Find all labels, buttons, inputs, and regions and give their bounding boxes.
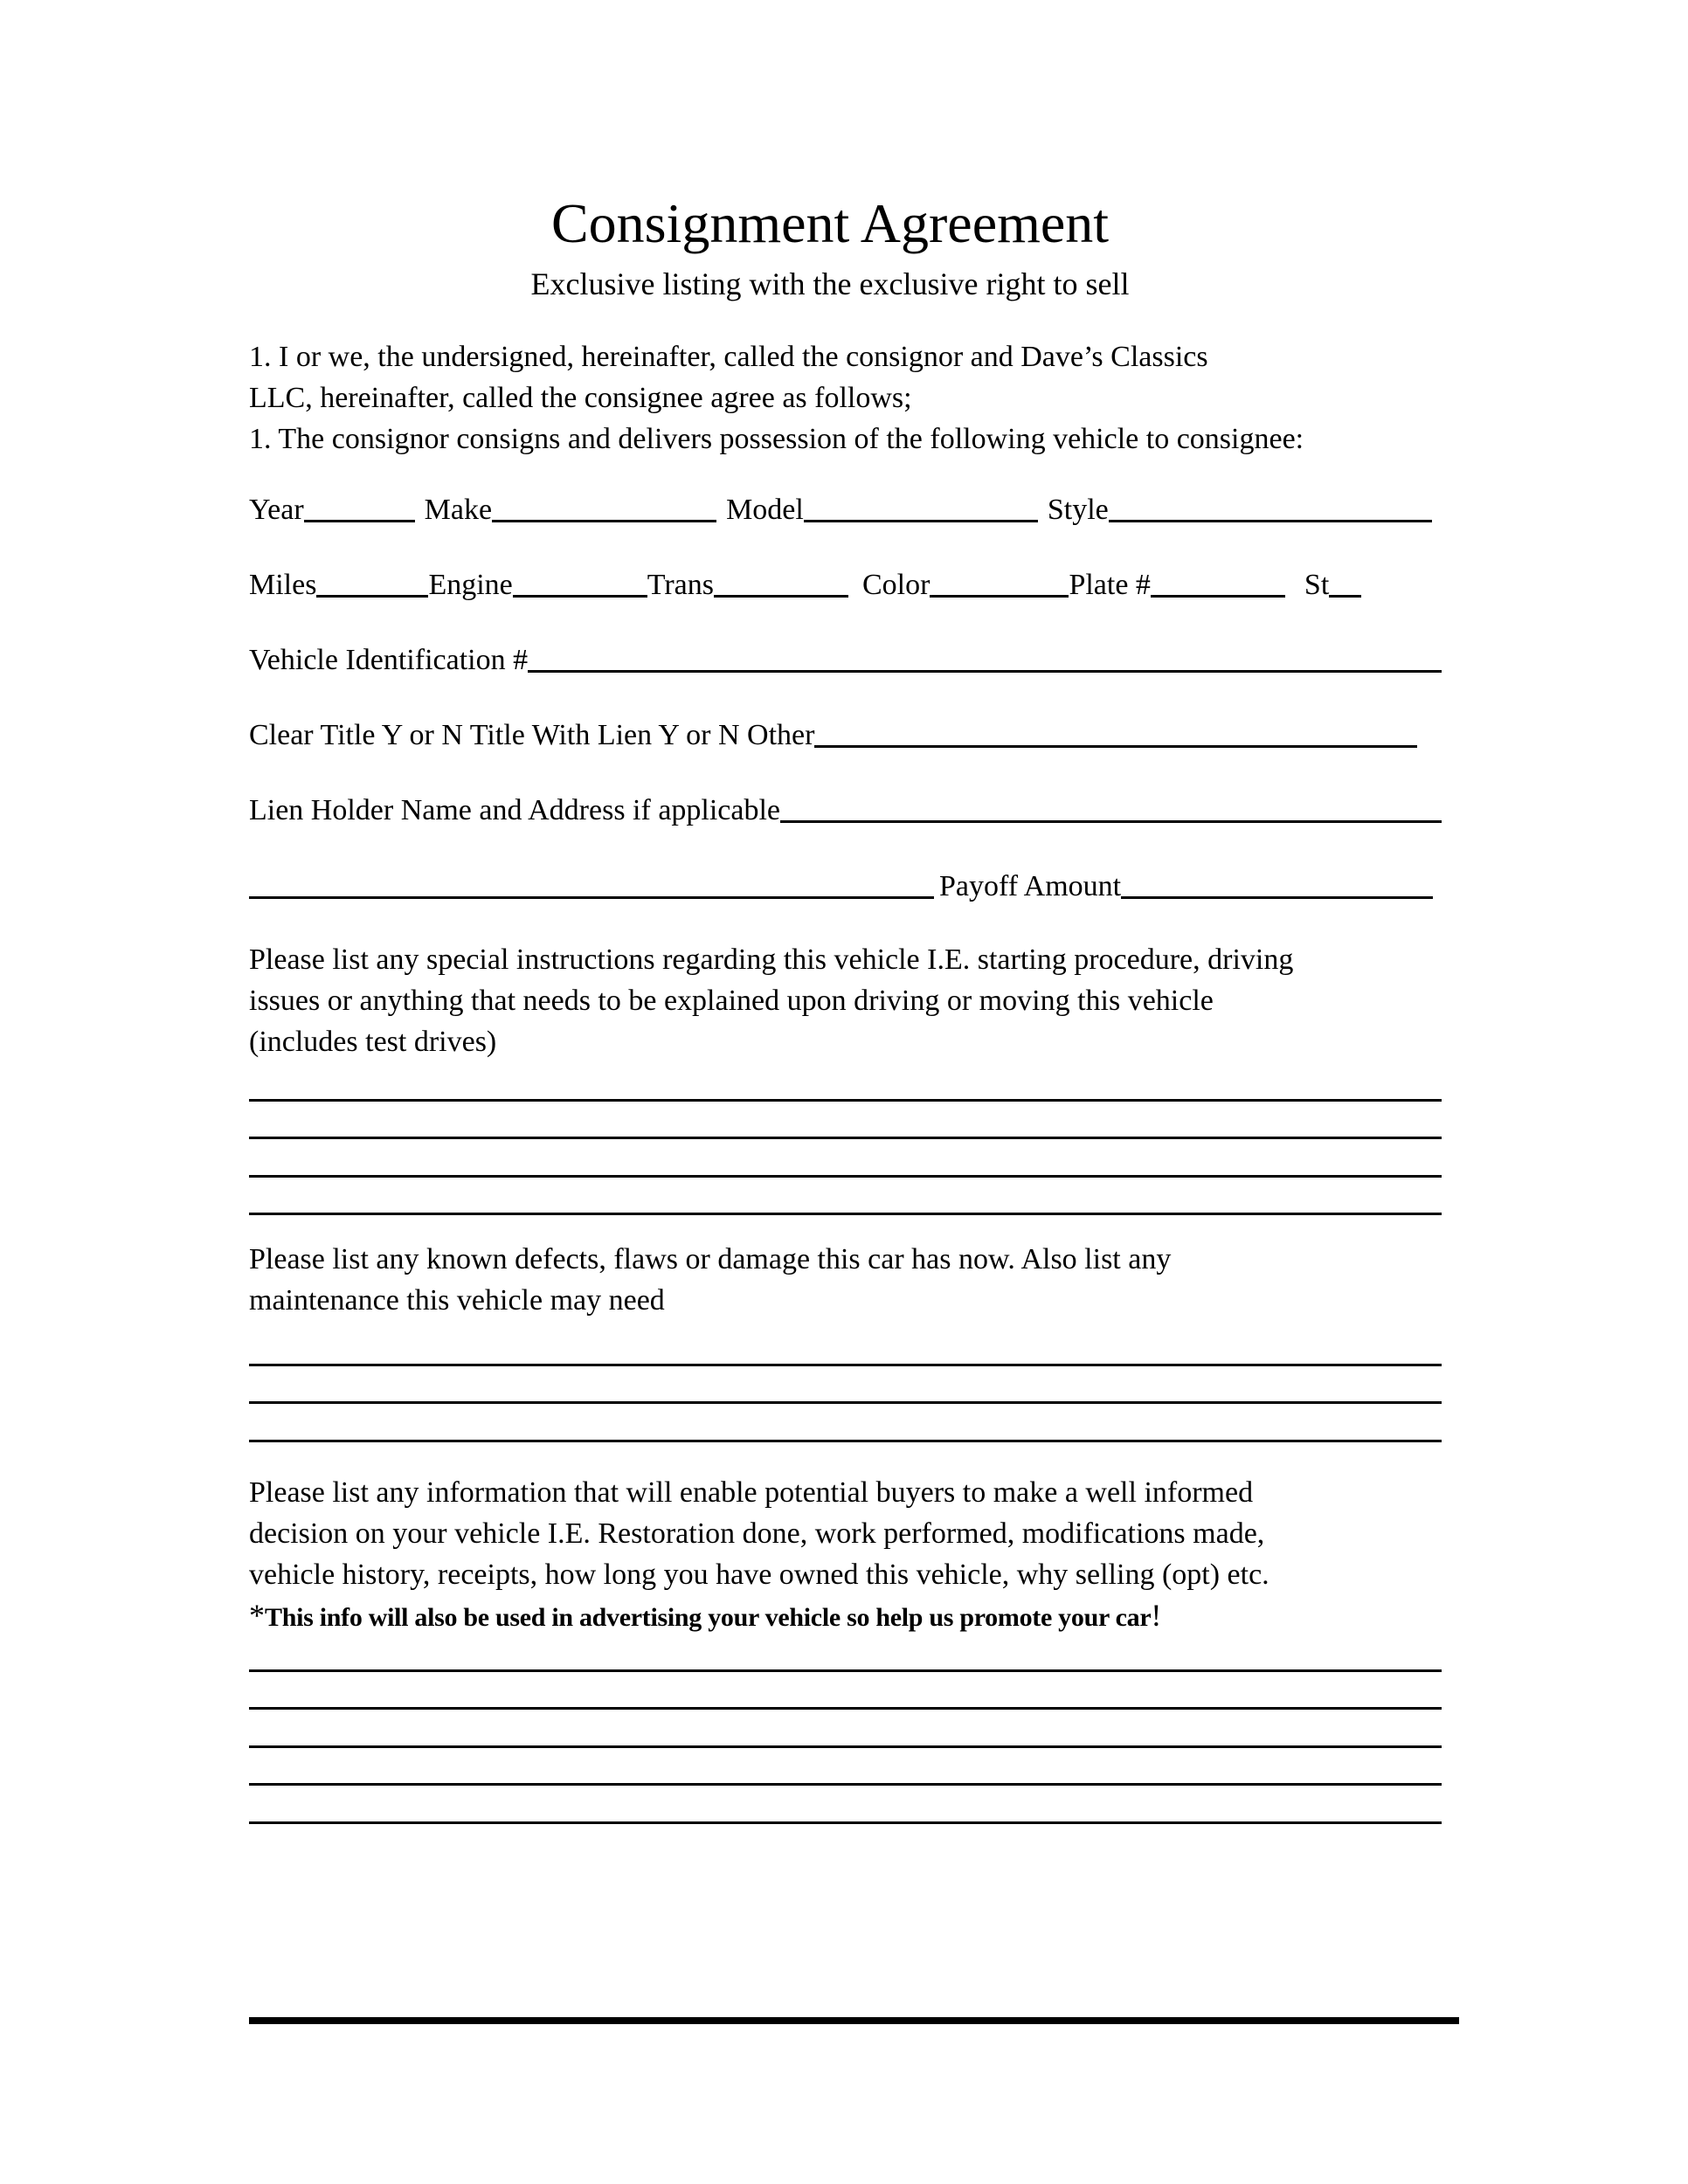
field-line-title-status (814, 745, 1417, 748)
blank-line (249, 1786, 1442, 1824)
special-instructions-line-2: issues or anything that needs to be explained upon driving or moving this vehicle (249, 985, 1214, 1017)
special-instructions-line-3: (includes test drives) (249, 1026, 497, 1058)
field-line-miles (316, 595, 428, 598)
known-defects-paragraph (249, 1239, 1442, 1321)
field-label-trans: Trans (647, 569, 714, 601)
known-defects-line-2: maintenance this vehicle may need (249, 1284, 665, 1317)
field-line-payoff (1121, 896, 1433, 899)
page-title: Consignment Agreement (550, 192, 1110, 254)
field-label-miles: Miles (249, 569, 317, 601)
field-label-lien-holder: Lien Holder Name and Address if applicable (249, 794, 781, 826)
advertising-note-asterisk: * (249, 1598, 265, 1633)
intro-paragraph (249, 336, 1442, 460)
special-instructions-line-1: Please list any special instructions regarding this vehicle I.E. starting procedure, driving (249, 943, 1294, 976)
intro-line-1: 1. I or we, the undersigned, hereinafter, called the consignor and Dave’s Classics (249, 341, 1208, 373)
field-label-payoff: Payoff Amount (939, 870, 1122, 902)
field-label-color: Color (861, 569, 930, 601)
blank-line (249, 1139, 1442, 1178)
field-label-engine: Engine (428, 569, 513, 601)
field-label-plate: Plate # (1069, 569, 1151, 601)
field-label-title-status: Clear Title Y or N Title With Lien Y or N Other (249, 719, 815, 751)
field-label-model: Model (726, 494, 804, 526)
field-line-style (1109, 520, 1432, 522)
buyer-info-line-2: decision on your vehicle I.E. Restoration done, work performed, modifications made, (249, 1517, 1265, 1550)
lien-holder-row (249, 793, 1442, 828)
blank-line (249, 1328, 1442, 1366)
field-line-vin (528, 670, 1442, 673)
known-defects-line-1: Please list any known defects, flaws or damage this car has now. Also list any (249, 1243, 1172, 1275)
known-defects-write-in-area (249, 1328, 1442, 1442)
intro-line-3: 1. The consignor consigns and delivers possession of the following vehicle to consignee: (249, 423, 1304, 455)
blank-line (249, 1634, 1442, 1672)
advertising-note (249, 1595, 1442, 1638)
title-status-row (249, 718, 1442, 753)
vin-row (249, 643, 1442, 678)
buyer-info-paragraph (249, 1472, 1442, 1638)
vehicle-specs-row (249, 568, 1442, 603)
blank-line (249, 1178, 1442, 1216)
blank-line (249, 1672, 1442, 1711)
buyer-info-line-3: vehicle history, receipts, how long you have owned this vehicle, why selling (opt) etc. (249, 1559, 1269, 1591)
advertising-note-exclamation: ! (1151, 1598, 1162, 1633)
field-label-state: St (1304, 569, 1330, 601)
bottom-divider-rule (249, 2017, 1459, 2024)
advertising-note-text: This info will also be used in advertising your vehicle so help us promote your car (265, 1603, 1152, 1632)
field-line-engine (513, 595, 647, 598)
field-line-model (804, 520, 1038, 522)
payoff-row (249, 869, 1442, 904)
field-line-lien-holder (780, 820, 1442, 823)
buyer-info-write-in-area (249, 1634, 1442, 1824)
page-subtitle: Exclusive listing with the exclusive right to sell (530, 266, 1130, 301)
buyer-info-line-1: Please list any information that will enable potential buyers to make a well informed (249, 1476, 1254, 1509)
blank-line (249, 1366, 1442, 1405)
special-instructions-write-in-area (249, 1063, 1442, 1215)
field-label-make: Make (424, 494, 493, 526)
blank-line (249, 1710, 1442, 1748)
blank-line (249, 1102, 1442, 1140)
vehicle-basic-row (249, 493, 1442, 528)
special-instructions-paragraph (249, 939, 1442, 1062)
field-line-plate (1151, 595, 1285, 598)
field-line-trans (714, 595, 848, 598)
field-label-style: Style (1047, 494, 1109, 526)
field-line-state (1329, 595, 1361, 598)
field-line-year (304, 520, 415, 522)
field-label-year: Year (249, 494, 304, 526)
field-line-color (930, 595, 1069, 598)
field-line-lien-holder-continued (249, 896, 934, 899)
blank-line (249, 1748, 1442, 1787)
blank-line (249, 1404, 1442, 1442)
intro-line-2: LLC, hereinafter, called the consignee agree as follows; (249, 382, 912, 414)
field-line-make (492, 520, 716, 522)
field-label-vin: Vehicle Identification # (249, 644, 529, 676)
blank-line (249, 1063, 1442, 1102)
